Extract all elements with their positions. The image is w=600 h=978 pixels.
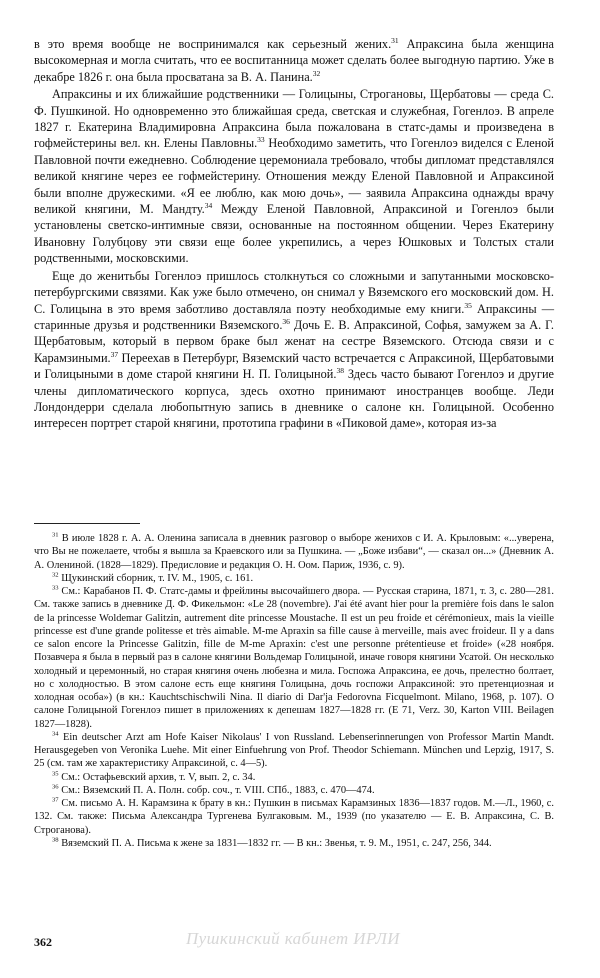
footnote-36: [34, 784, 554, 797]
footnote-number: 32: [52, 571, 59, 579]
footnote-ref: 37: [110, 349, 119, 359]
footnote-35: [34, 771, 554, 784]
main-text: [34, 36, 554, 432]
footnote-38: [34, 837, 554, 850]
paragraph-text: Еще до женитьбы Гогенлоэ пришлось столкнуться со сложными и запутанными московско-петербургскими связями. Как уже было отмечено, он снимал у Вяземского его московский дом. Н. С. Голицына в это время заботливо доставляла поэту необходимые ему книги.: [34, 268, 554, 316]
footnote-37: [34, 797, 554, 837]
paragraph-3: [34, 268, 554, 432]
paragraph-1: [34, 36, 554, 85]
paragraph-text: Между Еленой Павловной, Апраксиной и Гогенлоэ были установлены светско-интимные связи, основанные на постоянном общении. Через Екатерину Ивановну Голубцову эти связи еще более укрепились, а через Юшковых и Толстых стали родственными, московскими.: [34, 202, 554, 266]
footnote-text: В июле 1828 г. А. А. Оленина записала в дневник разговор о выборе женихов с И. А. Крыловым: «...уверена, что Вы не пожелаете, чтобы я вышла за Краевского или за Пушкина. — „Боже избави“, — сказал он...» (Дневник А. А. Олениной. (1828—1829). Предисловие и редакция О. Н. Оом. Париж, 1936, с. 9).: [34, 533, 554, 571]
footnote-number: 37: [52, 796, 59, 804]
paragraph-text: Дочь Е. В. Апраксиной, Софья, замужем за А. Г. Щербатовым, который в первом браке был женат на сестре Вяземского. Отсюда связи и с Карамзиными.: [34, 317, 554, 365]
paragraph-text: Необходимо заметить, что Гогенлоэ виделся с Еленой Павловной почти ежедневно. Соблюдение церемониала требовало, чтобы дипломат представлялся великой княгине через ее гофмейстерину. Отношения между Еленой Павловной и Апраксиной были вполне дружескими. «Я ее люблю, как мою дочь», — заявила Апраксина однажды врачу великой княгини, М. Мандту.: [34, 136, 554, 217]
paragraph-text: Апраксины — старинные друзья и родственники Вяземского.: [34, 301, 555, 332]
footnote-ref: 31: [391, 35, 399, 45]
paragraph-text: Апраксины и их ближайшие родственники — Голицыны, Строгановы, Щербатовы — среда С. Ф. Пушкиной. Но одновременно это ближайшая среда, светская и служебная, Гогенлоэ. В апреле 1827 г. Екатерина Владимировна Апраксина была пожалована в статс-дамы и произведена в гофмейстерины вел. кн. Елены Павловны.: [34, 87, 554, 151]
footnote-number: 31: [52, 531, 59, 539]
footnote-ref: 35: [464, 300, 472, 310]
footnote-number: 34: [52, 730, 59, 738]
watermark: Пушкинский кабинет ИРЛИ: [186, 929, 400, 948]
page-number: 362: [34, 935, 52, 949]
footnote-text: Ein deutscher Arzt am Hofe Kaiser Nikolaus' I von Russland. Lebenserinnerungen von Professor Martin Mandt. Herausgegeben von Veronika Luehe. Mit einer Einfuehrung von Prof. Theodor Schiemann. München und Lepzig, 1917, S. 25 (см. там же характеристику Апраксиной, с. 4—5).: [34, 731, 554, 770]
footnote-text: Щукинский сборник, т. IV. М., 1905, с. 161.: [58, 572, 254, 584]
footnote-31: [34, 532, 554, 572]
footnote-text: См.: Карабанов П. Ф. Статс-дамы и фрейлины высочайшего двора. — Русская старина, 1871, т. 3, с. 280—281. См. также запись в дневнике Д. Ф. Фикельмон: «Le 28 (novembre). J'ai été avant hier pour la première fois dans le salon de la princesse Woldemar Galitzin, autrement dite princesse Moustache. Il est un peu froide et cérémonieux, mais la vieille princesse est d'une grande politesse et très aimable. M-me Apraxin sa fille cause à merveille, mais avec froideur. Il y a dans ce salon encore la Princesse Galitzin, fille de M-me Apraxin: c'est une personne prétentieuse et froide» («28 ноября. Позавчера я была в первый раз в салоне княгини Вольдемар Голицыной, иначе говоря княгини Усатой. Он несколько холодный и церемонный, но старая княгиня очень любезна и мила. Госпожа Апраксина, ее дочь, прелестно болтает, но с холодностью. В этом салоне есть еще княгиня Голицына, дочь госпожи Апраксиной: это претенциозная и холодная особа») (в кн.: Kauchtschischwili Nina. Il diario di Dar'ja Fedorovna Ficquelmont. Milano, 1968, p. 107). О салоне Голицыной Гогенлоэ пишет в приложениях к депешам 1827—1828 гг. (Е 71, Verz. 30, Karton VIII. Beilagen 1827—1828).: [34, 586, 554, 730]
footnote-ref: 32: [312, 68, 321, 78]
footnote-ref: 38: [336, 366, 344, 376]
footnote-number: 38: [52, 836, 59, 844]
paragraph-text: Переехав в Петербург, Вяземский часто встречается с Апраксиной, Щербатовыми и Голицыными в доме старой княгини Н. П. Голицыной.: [34, 350, 554, 382]
paragraph-text: Апраксина была женщина высокомерная и могла считать, что ее воспитанница может сделать более выгодную партию. Уже в декабре 1826 г. она была просватана за В. А. Панина.: [34, 37, 554, 84]
footnote-text: Вяземский П. А. Письма к жене за 1831—1832 гг. — В кн.: Звенья, т. 9. М., 1951, с. 247, 256, 344.: [58, 837, 492, 849]
footnote-34: [34, 731, 554, 771]
footnote-ref: 34: [204, 200, 213, 210]
footnote-number: 33: [52, 584, 59, 592]
footnote-number: 36: [52, 783, 59, 791]
footnote-text: См.: Вяземский П. А. Полн. собр. соч., т. VIII. СПб., 1883, с. 470—474.: [58, 784, 375, 796]
footnote-33: [34, 585, 554, 731]
footnote-text: См. письмо А. Н. Карамзина к брату в кн.: Пушкин в письмах Карамзиных 1836—1837 годов. М.—Л., 1960, с. 132. См. также: Письма Александра Тургенева Булгаковым. М., 1939 (по указателю — Е. В. Апраксина, С. В. Строганова).: [34, 798, 554, 836]
footnotes: [34, 532, 554, 850]
footnote-ref: 33: [257, 135, 265, 145]
paragraph-text: в это время вообще не воспринимался как серьезный жених.: [34, 37, 392, 51]
footnote-ref: 36: [282, 316, 290, 326]
footnote-32: [34, 572, 554, 585]
footnote-separator: [34, 523, 140, 524]
footnote-number: 35: [52, 770, 59, 778]
paragraph-text: Здесь часто бывают Гогенлоэ и другие члены дипломатического корпуса, здесь охотно принимают иностранцев вообще. Леди Лондондерри сделала любопытную запись в дневнике о салоне кн. Голицыной. Особенно интересен портрет старой княгини, прототипа графини в «Пиковой даме», которая из-за: [34, 367, 554, 431]
paragraph-2: [34, 86, 554, 266]
footnote-text: См.: Остафьевский архив, т. V, вып. 2, с. 34.: [58, 771, 256, 783]
